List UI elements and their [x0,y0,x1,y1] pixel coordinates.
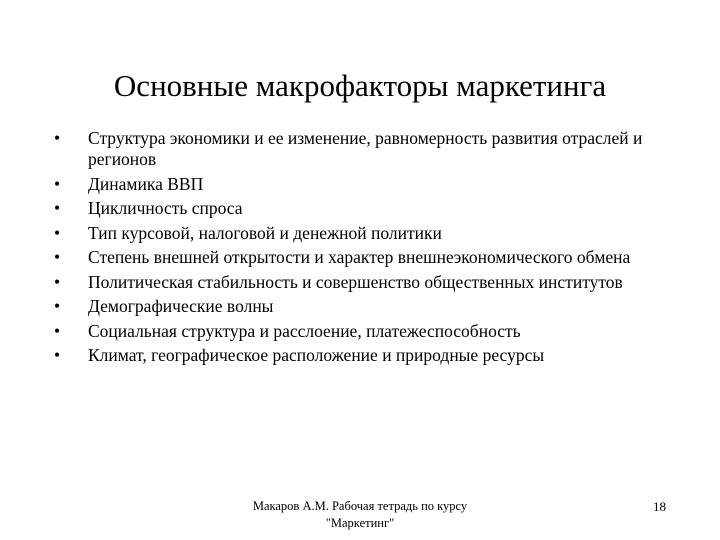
bullet-dot-icon: • [54,320,61,341]
footer-source: Макаров А.М. Рабочая тетрадь по курсу "Маркетинг" [252,499,468,530]
bullet-item [54,174,654,195]
bullet-dot-icon: • [54,271,61,292]
bullet-text: Степень внешней открытости и характер внешнеэкономического обмена [88,247,631,267]
bullet-item [54,321,654,342]
bullet-item [54,223,654,244]
bullet-list [54,128,654,370]
bullet-item [54,345,654,366]
bullet-dot-icon: • [54,128,61,148]
bullet-text: Климат, географическое расположение и природные ресурсы [88,345,545,365]
bullet-dot-icon: • [54,173,61,194]
slide-title: Основные макрофакторы маркетинга [113,68,607,103]
bullet-item [54,198,654,219]
bullet-text: Политическая стабильность и совершенство общественных институтов [88,271,623,292]
bullet-text: Структура экономики и ее изменение, равномерность развития отраслей и регионов [88,128,643,169]
bullet-text: Тип курсовой, налоговой и денежной политики [88,222,442,243]
bullet-text: Демографические волны [88,296,274,316]
bullet-dot-icon: • [54,198,61,218]
bullet-dot-icon: • [54,345,61,365]
bullet-item [54,247,654,268]
bullet-dot-icon: • [54,296,61,316]
bullet-text: Цикличность спроса [88,198,243,218]
page-number: 18 [653,499,666,514]
bullet-text: Динамика ВВП [88,173,204,194]
bullet-dot-icon: • [54,247,61,267]
bullet-item [54,272,654,293]
bullet-text: Социальная структура и расслоение, платежеспособность [88,320,521,341]
bullet-item [54,128,654,170]
bullet-item [54,296,654,317]
bullet-dot-icon: • [54,222,61,243]
